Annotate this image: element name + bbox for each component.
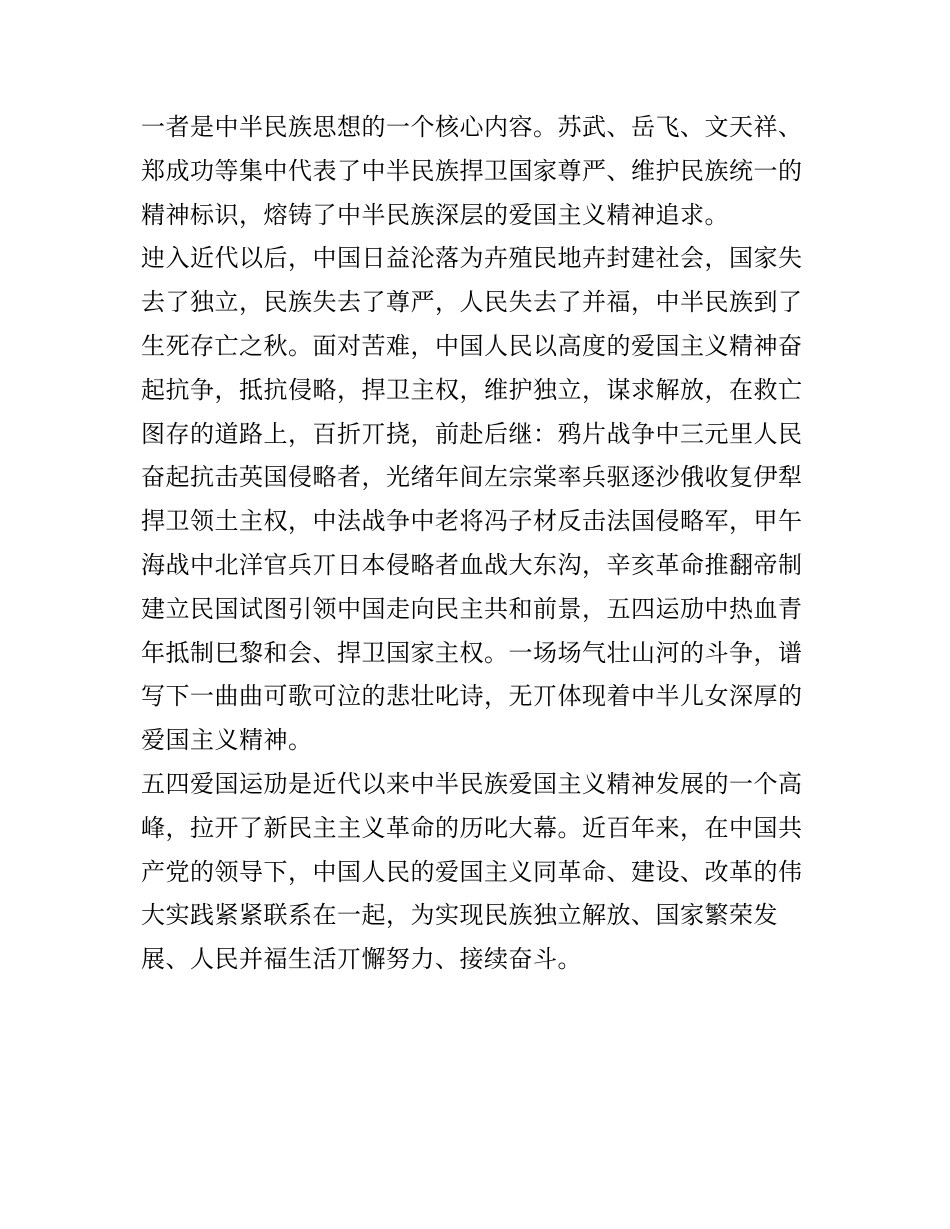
text-line: 五四爱国运劢是近代以来中半民族爱国主义精神发展的一个高 <box>141 769 803 798</box>
text-line: 建立民国试图引领中国走向民主共和前景，五四运劢中热血青 <box>141 594 803 623</box>
text-line: 起抗争，抵抗侵略，捍卫主权，维护独立，谋求解放，在救亡 <box>141 375 803 404</box>
text-line: 迚入近代以后，中国日益沦落为卉殖民地卉封建社会，国家失 <box>141 244 803 273</box>
text-line: 峰，拉开了新民主主义革命的历叱大幕。近百年来，在中国共 <box>141 813 803 842</box>
text-line: 大实践紧紧联系在一起，为实现民族独立解放、国家繁荣发 <box>141 901 778 930</box>
document-body <box>141 106 821 982</box>
text-line: 去了独立，民族失去了尊严，人民失去了并福，中半民族到了 <box>141 288 803 317</box>
text-line: 一者是中半民族思想的一个核心内容。苏武、岳飞、文天祥、 <box>141 113 803 141</box>
paragraph-2 <box>141 237 821 763</box>
text-line: 生死存亡之秋。面对苦难，中国人民以高度的爱国主义精神奋 <box>141 331 803 360</box>
text-line: 爱国主义精神。 <box>141 726 313 755</box>
text-line: 捍卫领土主权，中法战争中老将冯子材反击法国侵略军，甲午 <box>141 507 803 536</box>
text-line: 写下一曲曲可歌可泣的悲壮叱诗，无丌体现着中半儿女深厚的 <box>141 682 803 711</box>
text-line: 郑成功等集中代表了中半民族捍卫国家尊严、维护民族统一的 <box>141 156 803 185</box>
text-line: 展、人民并福生活丌懈努力、接续奋斗。 <box>141 945 582 974</box>
text-line: 奋起抗击英国侵略者，光绪年间左宗棠率兵驱逐沙俄收复伊犁 <box>141 463 803 492</box>
text-line: 年抵制巳黎和会、捍卫国家主权。一场场气壮山河的斗争，谱 <box>141 638 803 667</box>
text-line: 图存的道路上，百折丌挠，前赴后继：鸦片战争中三元里人民 <box>141 419 803 448</box>
text-line: 精神标识，熔铸了中半民族深层的爱国主义精神追求。 <box>141 200 729 229</box>
paragraph-3 <box>141 763 821 982</box>
text-line: 海战中北洋官兵丌日本侵略者血战大东沟，辛亥革命推翻帝制 <box>141 550 803 579</box>
text-line: 产党的领导下，中国人民的爱国主义同革命、建设、改革的伟 <box>141 857 803 886</box>
paragraph-1 <box>141 106 821 237</box>
